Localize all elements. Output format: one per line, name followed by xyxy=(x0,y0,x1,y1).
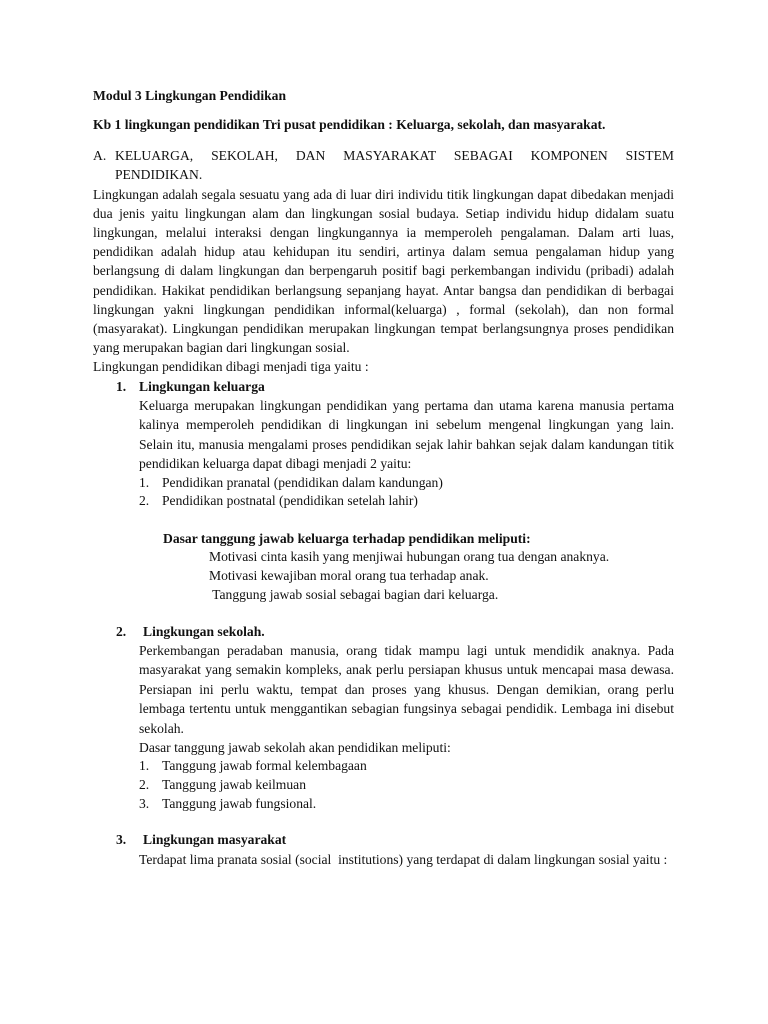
list-item xyxy=(139,492,674,511)
motivation-line: Tanggung jawab sosial sebagai bagian dari keluarga. xyxy=(209,586,499,602)
list-item xyxy=(139,776,674,795)
section-a-heading xyxy=(93,146,674,185)
item-2-list xyxy=(139,757,674,813)
section-a-heading-text: KELUARGA, SEKOLAH, DAN MASYARAKAT SEBAGAI KOMPONEN SISTEM PENDIDIKAN. xyxy=(115,147,674,183)
list-item xyxy=(139,795,674,814)
list-item-text: Pendidikan postnatal (pendidikan setelah lahir) xyxy=(162,493,418,509)
intro-paragraph: Lingkungan adalah segala sesuatu yang ada di luar diri individu titik lingkungan dapat dibedakan menjadi dua jenis yaitu lingkungan alam dan lingkungan sosial budaya. Setiap individu hidup didalam suatu lingkungan, melalui interaksi dengan lingkungannya ia memperoleh pengalaman. Dalam arti luas, pendidikan adalah hidup atau kehidupan itu sendiri, artinya dalam semua pengalaman hidup yang berlangsung di dalam lingkungan dan berpengaruh positif bagi perkembangan individu (pribadi) adalah pendidikan. Hakikat pendidikan berlangsung sepanjang hayat. Antar bangsa dan pendidikan di berbagai lingkungan yakni lingkungan pendidikan informal(keluarga) , formal (sekolah), dan non formal (masyarakat). Lingkungan pendidikan merupakan lingkungan tempat berlangsungnya proses pendidikan yang merupakan bagian dari lingkungan sosial. xyxy=(93,186,674,356)
list-item-number: 1. xyxy=(139,758,150,774)
list-item-text: Tanggung jawab formal kelembagaan xyxy=(162,758,367,774)
item-1-list xyxy=(139,474,674,511)
motivation-line: Motivasi kewajiban moral orang tua terhadap anak. xyxy=(209,568,489,584)
item-3-body: Terdapat lima pranata sosial (social institutions) yang terdapat di dalam lingkungan sosial yaitu : xyxy=(139,851,668,867)
list-item-text: Tanggung jawab keilmuan xyxy=(162,776,307,792)
motivation-line: Motivasi cinta kasih yang menjiwai hubungan orang tua dengan anaknya. xyxy=(209,549,610,565)
item-3-heading xyxy=(93,830,674,849)
item-1-heading xyxy=(93,377,674,396)
spacer xyxy=(93,813,674,830)
spacer xyxy=(93,605,674,622)
list-item-number: 1. xyxy=(139,474,150,490)
item-2-dasar-line: Dasar tanggung jawab sekolah akan pendidikan meliputi: xyxy=(139,740,451,756)
item-2-number: 2. xyxy=(116,623,127,639)
list-item-text: Pendidikan pranatal (pendidikan dalam kandungan) xyxy=(162,474,443,490)
item-3-heading-text: Lingkungan masyarakat xyxy=(143,832,287,848)
list-item xyxy=(139,757,674,776)
list-item-number: 3. xyxy=(139,795,150,811)
item-2-heading-text: Lingkungan sekolah. xyxy=(143,623,265,639)
item-1-heading-text: Lingkungan keluarga xyxy=(139,378,265,394)
list-item-text: Tanggung jawab fungsional. xyxy=(162,795,317,811)
document-subtitle: Kb 1 lingkungan pendidikan Tri pusat pendidikan : Keluarga, sekolah, dan masyarakat. xyxy=(93,117,606,133)
list-item-number: 2. xyxy=(139,776,150,792)
division-line: Lingkungan pendidikan dibagi menjadi tiga yaitu : xyxy=(93,359,369,375)
document-title: Modul 3 Lingkungan Pendidikan xyxy=(93,88,287,103)
item-1-number: 1. xyxy=(116,378,127,394)
list-item xyxy=(139,474,674,493)
item-3-number: 3. xyxy=(116,832,127,848)
item-1-dasar-heading: Dasar tanggung jawab keluarga terhadap pendidikan meliputi: xyxy=(163,530,531,546)
list-item-number: 2. xyxy=(139,493,150,509)
item-2-heading xyxy=(93,622,674,641)
item-1-body: Keluarga merupakan lingkungan pendidikan yang pertama dan utama karena manusia pertama kalinya memperoleh pendidikan di lingkungan ini sebelum mengenal lingkungan yang lain. Selain itu, manusia mengalami proses pendidikan sejak lahir bahkan sejak dalam kandungan titik pendidikan keluarga dapat dibagi menjadi 2 yaitu: xyxy=(139,398,674,472)
section-a-marker: A. xyxy=(93,147,107,163)
document-page xyxy=(93,86,674,869)
item-2-body: Perkembangan peradaban manusia, orang tidak mampu lagi untuk mendidik anaknya. Pada masyarakat yang semakin kompleks, anak perlu persiapan khusus untuk mencapai masa dewasa. Persiapan ini perlu waktu, tempat dan proses yang khusus. Dengan demikian, orang perlu lembaga tertentu untuk menggantikan sebagian fungsinya sebagai pendidik. Lembaga ini disebut sekolah. xyxy=(139,643,674,736)
